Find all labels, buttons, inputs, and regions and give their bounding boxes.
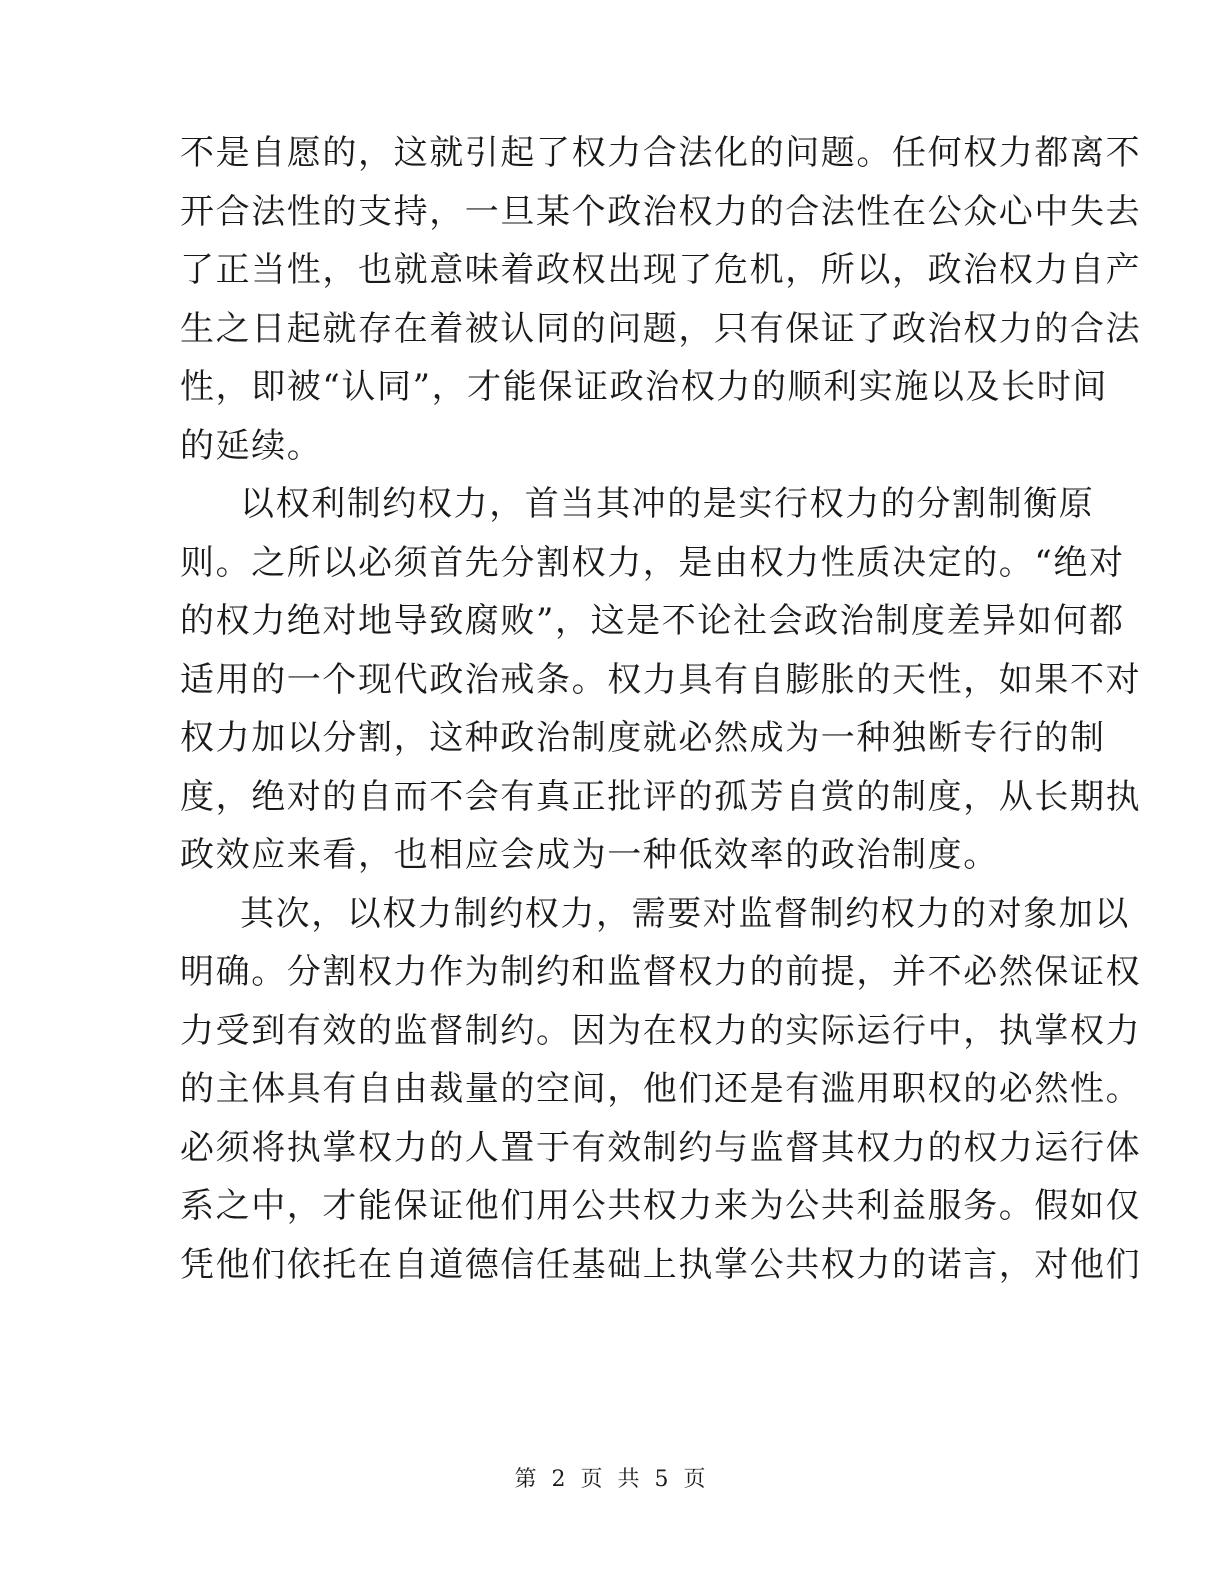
text-line: 的延续。 (180, 425, 323, 466)
text-line: 度，绝对的自而不会有真正批评的孤芳自赏的制度，从长期执 (180, 776, 1142, 817)
text-line: 的主体具有自由裁量的空间，他们还是有滥用职权的必然性。 (180, 1069, 1142, 1109)
text-line: 不是自愿的，这就引起了权力合法化的问题。任何权力都离不 (180, 133, 1142, 173)
body-text (180, 124, 1142, 1294)
text-line: 必须将执掌权力的人置于有效制约与监督其权力的权力运行体 (180, 1127, 1142, 1168)
text-line: 政效应来看，也相应会成为一种低效率的政治制度。 (180, 835, 999, 875)
text-line: 的权力绝对地导致腐败”，这是不论社会政治制度差异如何都 (180, 601, 1125, 641)
text-line: 系之中，才能保证他们用公共权力来为公共利益服务。假如仅 (180, 1186, 1142, 1226)
text-line: 力受到有效的监督制约。因为在权力的实际运行中，执掌权力 (180, 1010, 1142, 1051)
text-line: 明确。分割权力作为制约和监督权力的前提，并不必然保证权 (180, 952, 1142, 992)
text-line: 开合法性的支持，一旦某个政治权力的合法性在公众心中失去 (180, 191, 1142, 232)
paragraph-first-line: 其次，以权力制约权力，需要对监督制约权力的对象加以 (240, 893, 1130, 934)
text-line: 生之日起就存在着被认同的问题，只有保证了政治权力的合法 (180, 308, 1142, 349)
paragraph-first-line: 以权利制约权力，首当其冲的是实行权力的分割制衡原 (240, 484, 1095, 524)
text-line: 凭他们依托在自道德信任基础上执掌公共权力的诺言，对他们 (180, 1244, 1142, 1285)
text-line: 则。之所以必须首先分割权力，是由权力性质决定的。“绝对 (180, 542, 1125, 583)
text-line: 适用的一个现代政治戒条。权力具有自膨胀的天性，如果不对 (180, 659, 1142, 700)
page-number-footer: 第 2 页 共 5 页 (514, 1467, 710, 1492)
text-line: 了正当性，也就意味着政权出现了危机，所以，政治权力自产 (180, 250, 1142, 290)
text-line: 性，即被“认同”，才能保证政治权力的顺利实施以及长时间 (180, 367, 1108, 407)
text-line: 权力加以分割，这种政治制度就必然成为一种独断专行的制 (180, 718, 1106, 758)
